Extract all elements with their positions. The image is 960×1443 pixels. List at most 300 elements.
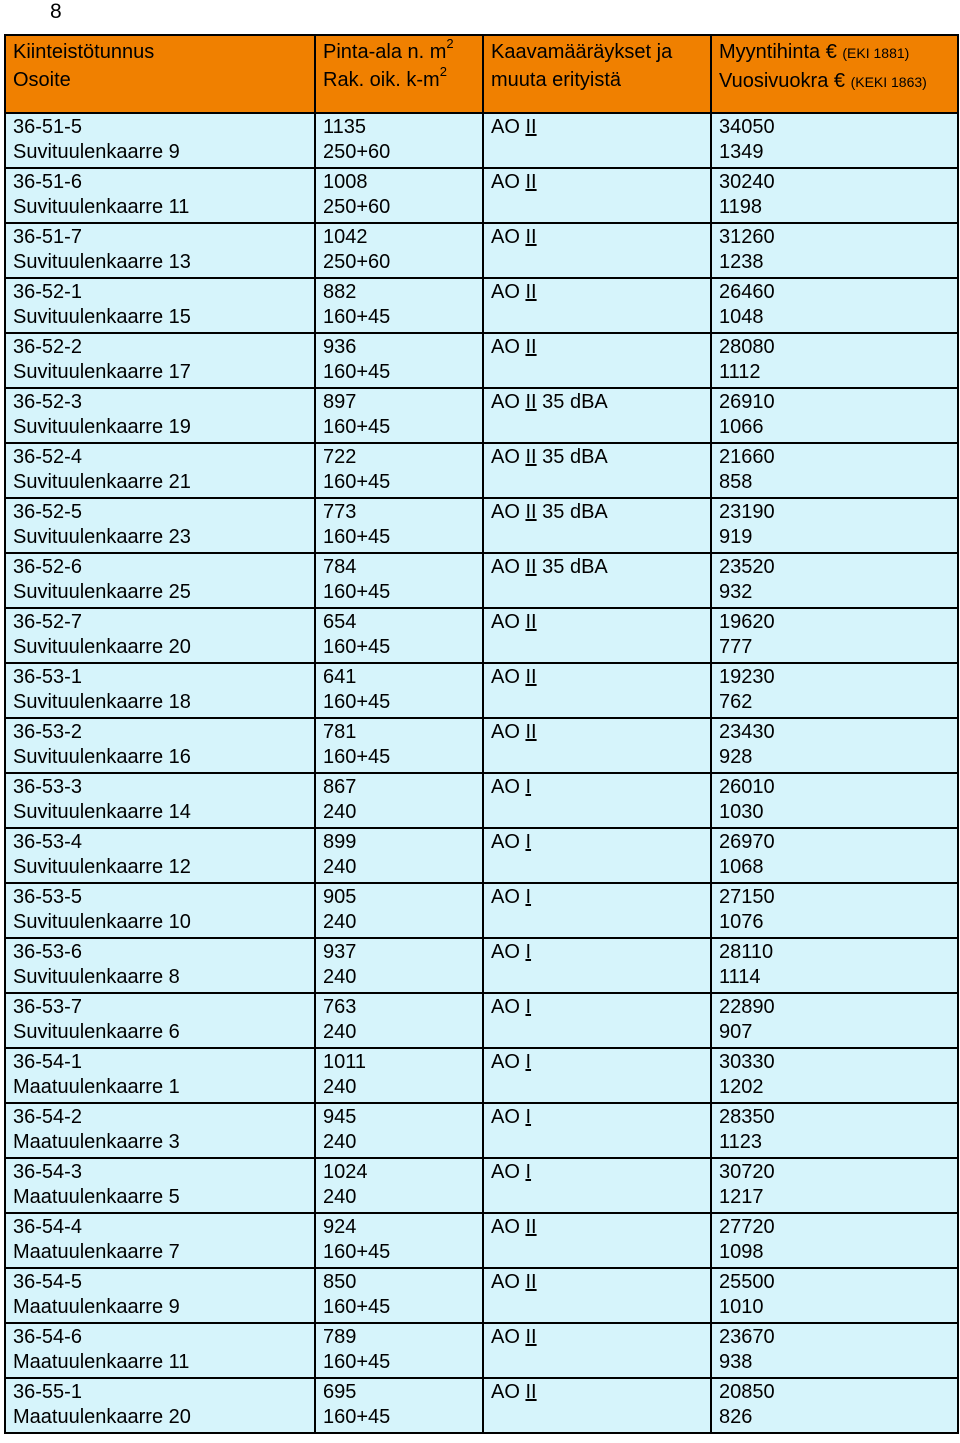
- zone-class: II: [525, 1326, 537, 1348]
- property-address: Suvituulenkaarre 11: [13, 196, 190, 218]
- sale-price: 19620: [719, 611, 775, 633]
- plot-area: 722: [323, 446, 357, 468]
- table-row: [5, 223, 958, 278]
- zone-class: II: [525, 226, 537, 248]
- sale-price: 23670: [719, 1326, 775, 1348]
- cell-price: [711, 1213, 958, 1268]
- cell-property: [5, 828, 315, 883]
- table-row: [5, 828, 958, 883]
- zone-class: II: [525, 336, 537, 358]
- building-rights: 160+45: [323, 1406, 391, 1428]
- annual-rent: 1066: [719, 416, 764, 438]
- property-table: [4, 34, 959, 1434]
- cell-price: [711, 333, 958, 388]
- cell-zoning: [483, 1213, 711, 1268]
- cell-property: [5, 773, 315, 828]
- plot-area: 937: [323, 941, 357, 963]
- cell-price: [711, 1323, 958, 1378]
- annual-rent: 1048: [719, 306, 764, 328]
- sale-price: 28350: [719, 1106, 775, 1128]
- property-id: 36-52-5: [13, 501, 82, 523]
- zone-code: AO: [491, 501, 520, 523]
- property-id: 36-51-7: [13, 226, 82, 248]
- zone-extra: 35 dBA: [536, 556, 608, 578]
- cell-zoning: [483, 333, 711, 388]
- cell-area: [315, 333, 483, 388]
- cell-area: [315, 718, 483, 773]
- cell-property: [5, 938, 315, 993]
- zone-code: AO: [491, 446, 520, 468]
- sale-price: 25500: [719, 1271, 775, 1293]
- cell-area: [315, 553, 483, 608]
- cell-area: [315, 608, 483, 663]
- plot-area: 1024: [323, 1161, 368, 1183]
- zone-class: II: [525, 501, 537, 523]
- zone-class: II: [525, 116, 537, 138]
- zone-class: I: [525, 996, 532, 1018]
- cell-property: [5, 993, 315, 1048]
- zone-code: AO: [491, 776, 520, 798]
- property-address: Suvituulenkaarre 16: [13, 746, 191, 768]
- plot-area: 897: [323, 391, 357, 413]
- property-address: Suvituulenkaarre 20: [13, 636, 191, 658]
- cell-zoning: [483, 1268, 711, 1323]
- cell-zoning: [483, 663, 711, 718]
- sale-price: 23520: [719, 556, 775, 578]
- cell-price: [711, 718, 958, 773]
- zone-code: AO: [491, 171, 520, 193]
- plot-area: 789: [323, 1326, 357, 1348]
- sale-price: 26010: [719, 776, 775, 798]
- cell-property: [5, 388, 315, 443]
- cell-property: [5, 1378, 315, 1433]
- header-area: [315, 35, 483, 113]
- annual-rent: 1030: [719, 801, 764, 823]
- table-row: [5, 773, 958, 828]
- property-address: Suvituulenkaarre 23: [13, 526, 191, 548]
- property-address: Maatuulenkaarre 11: [13, 1351, 190, 1373]
- property-id: 36-54-2: [13, 1106, 82, 1128]
- sale-price: 19230: [719, 666, 775, 688]
- table-row: [5, 608, 958, 663]
- cell-property: [5, 168, 315, 223]
- building-rights: 250+60: [323, 196, 391, 218]
- table-row: [5, 718, 958, 773]
- property-id: 36-52-4: [13, 446, 82, 468]
- cell-area: [315, 663, 483, 718]
- cell-price: [711, 168, 958, 223]
- table-row: [5, 113, 958, 168]
- property-id: 36-52-7: [13, 611, 82, 633]
- sale-price: 23430: [719, 721, 775, 743]
- property-address: Suvituulenkaarre 17: [13, 361, 191, 383]
- zone-code: AO: [491, 831, 520, 853]
- cell-area: [315, 883, 483, 938]
- annual-rent: 858: [719, 471, 753, 493]
- cell-area: [315, 993, 483, 1048]
- zone-class: I: [525, 1161, 532, 1183]
- cell-price: [711, 223, 958, 278]
- zone-code: AO: [491, 116, 520, 138]
- annual-rent: 938: [719, 1351, 753, 1373]
- zone-code: AO: [491, 941, 520, 963]
- building-rights: 160+45: [323, 1296, 391, 1318]
- cell-area: [315, 498, 483, 553]
- zone-code: AO: [491, 391, 520, 413]
- cell-price: [711, 553, 958, 608]
- sale-price: 22890: [719, 996, 775, 1018]
- zone-extra: 35 dBA: [536, 446, 608, 468]
- zone-class: I: [525, 831, 532, 853]
- annual-rent: 1123: [719, 1131, 763, 1153]
- property-address: Suvituulenkaarre 21: [13, 471, 191, 493]
- property-id: 36-53-5: [13, 886, 82, 908]
- annual-rent: 1098: [719, 1241, 764, 1263]
- annual-rent: 932: [719, 581, 753, 603]
- sale-price: 26460: [719, 281, 775, 303]
- header-area-line1: Pinta-ala n. m: [323, 41, 447, 63]
- table-row: [5, 388, 958, 443]
- zone-extra: 35 dBA: [536, 391, 608, 413]
- zone-class: II: [525, 391, 537, 413]
- cell-zoning: [483, 168, 711, 223]
- annual-rent: 1068: [719, 856, 764, 878]
- zone-code: AO: [491, 1326, 520, 1348]
- cell-zoning: [483, 828, 711, 883]
- annual-rent: 1349: [719, 141, 764, 163]
- zone-class: I: [525, 941, 532, 963]
- annual-rent: 1238: [719, 251, 764, 273]
- table-row: [5, 993, 958, 1048]
- plot-area: 945: [323, 1106, 357, 1128]
- cell-area: [315, 828, 483, 883]
- cell-area: [315, 1103, 483, 1158]
- building-rights: 250+60: [323, 251, 391, 273]
- table-row: [5, 1268, 958, 1323]
- plot-area: 850: [323, 1271, 357, 1293]
- sale-price: 30720: [719, 1161, 775, 1183]
- zone-code: AO: [491, 336, 520, 358]
- cell-price: [711, 938, 958, 993]
- cell-price: [711, 278, 958, 333]
- plot-area: 773: [323, 501, 357, 523]
- building-rights: 250+60: [323, 141, 391, 163]
- cell-property: [5, 553, 315, 608]
- header-property-id-line1: Kiinteistötunnus: [13, 41, 155, 63]
- cell-area: [315, 938, 483, 993]
- property-id: 36-53-4: [13, 831, 82, 853]
- cell-property: [5, 1323, 315, 1378]
- building-rights: 240: [323, 911, 357, 933]
- cell-price: [711, 1378, 958, 1433]
- property-address: Suvituulenkaarre 12: [13, 856, 191, 878]
- building-rights: 160+45: [323, 691, 391, 713]
- sale-price: 20850: [719, 1381, 775, 1403]
- sale-price: 34050: [719, 116, 775, 138]
- annual-rent: 826: [719, 1406, 753, 1428]
- cell-price: [711, 1103, 958, 1158]
- header-area-line2: Rak. oik. k-m: [323, 69, 440, 91]
- sale-price: 30330: [719, 1051, 775, 1073]
- building-rights: 240: [323, 1131, 357, 1153]
- cell-area: [315, 1378, 483, 1433]
- sale-price: 26910: [719, 391, 775, 413]
- header-area-sup2: 2: [439, 64, 447, 80]
- sale-price: 23190: [719, 501, 775, 523]
- building-rights: 160+45: [323, 361, 391, 383]
- annual-rent: 1112: [719, 361, 761, 383]
- building-rights: 240: [323, 801, 357, 823]
- building-rights: 160+45: [323, 1241, 391, 1263]
- building-rights: 160+45: [323, 746, 391, 768]
- table-row: [5, 1103, 958, 1158]
- building-rights: 160+45: [323, 471, 391, 493]
- building-rights: 160+45: [323, 416, 391, 438]
- property-address: Maatuulenkaarre 20: [13, 1406, 191, 1428]
- header-zoning: [483, 35, 711, 113]
- building-rights: 240: [323, 1186, 357, 1208]
- cell-zoning: [483, 883, 711, 938]
- cell-zoning: [483, 773, 711, 828]
- property-id: 36-52-2: [13, 336, 82, 358]
- property-address: Maatuulenkaarre 1: [13, 1076, 180, 1098]
- cell-property: [5, 443, 315, 498]
- cell-property: [5, 223, 315, 278]
- cell-zoning: [483, 1378, 711, 1433]
- plot-area: 1011: [323, 1051, 367, 1073]
- cell-property: [5, 718, 315, 773]
- property-id: 36-52-3: [13, 391, 82, 413]
- cell-price: [711, 443, 958, 498]
- header-price-index: (EKI 1881): [842, 45, 910, 61]
- table-row: [5, 278, 958, 333]
- plot-area: 924: [323, 1216, 357, 1238]
- building-rights: 160+45: [323, 581, 391, 603]
- property-id: 36-54-5: [13, 1271, 82, 1293]
- zone-class: I: [525, 776, 532, 798]
- cell-property: [5, 663, 315, 718]
- table-row: [5, 1158, 958, 1213]
- zone-code: AO: [491, 281, 520, 303]
- zone-code: AO: [491, 996, 520, 1018]
- zone-code: AO: [491, 721, 520, 743]
- plot-area: 899: [323, 831, 357, 853]
- zone-code: AO: [491, 226, 520, 248]
- property-address: Maatuulenkaarre 5: [13, 1186, 180, 1208]
- zone-code: AO: [491, 1216, 520, 1238]
- cell-area: [315, 223, 483, 278]
- cell-zoning: [483, 1048, 711, 1103]
- annual-rent: 1198: [719, 196, 763, 218]
- property-address: Maatuulenkaarre 7: [13, 1241, 180, 1263]
- property-id: 36-53-3: [13, 776, 82, 798]
- property-id: 36-53-2: [13, 721, 82, 743]
- cell-price: [711, 663, 958, 718]
- cell-property: [5, 1213, 315, 1268]
- property-address: Suvituulenkaarre 8: [13, 966, 180, 988]
- cell-zoning: [483, 608, 711, 663]
- zone-code: AO: [491, 1381, 520, 1403]
- sale-price: 28080: [719, 336, 775, 358]
- property-address: Maatuulenkaarre 9: [13, 1296, 180, 1318]
- zone-class: II: [525, 171, 537, 193]
- zone-class: II: [525, 281, 537, 303]
- zone-code: AO: [491, 1106, 520, 1128]
- property-id: 36-54-6: [13, 1326, 82, 1348]
- building-rights: 160+45: [323, 1351, 391, 1373]
- cell-area: [315, 1158, 483, 1213]
- cell-property: [5, 608, 315, 663]
- zone-class: II: [525, 556, 537, 578]
- plot-area: 936: [323, 336, 357, 358]
- cell-property: [5, 883, 315, 938]
- zone-class: II: [525, 1216, 537, 1238]
- header-price-main: Myyntihinta €: [719, 41, 843, 63]
- zone-class: II: [525, 446, 537, 468]
- property-id: 36-51-6: [13, 171, 82, 193]
- header-area-sup1: 2: [446, 36, 454, 52]
- sale-price: 26970: [719, 831, 775, 853]
- sale-price: 27720: [719, 1216, 775, 1238]
- property-id: 36-51-5: [13, 116, 82, 138]
- cell-area: [315, 388, 483, 443]
- cell-area: [315, 113, 483, 168]
- cell-zoning: [483, 993, 711, 1048]
- property-address: Suvituulenkaarre 6: [13, 1021, 180, 1043]
- sale-price: 30240: [719, 171, 775, 193]
- building-rights: 160+45: [323, 636, 391, 658]
- property-address: Maatuulenkaarre 3: [13, 1131, 180, 1153]
- annual-rent: 762: [719, 691, 753, 713]
- zone-code: AO: [491, 1051, 520, 1073]
- zone-code: AO: [491, 611, 520, 633]
- property-id: 36-52-1: [13, 281, 82, 303]
- plot-area: 1042: [323, 226, 368, 248]
- cell-property: [5, 1103, 315, 1158]
- table-row: [5, 663, 958, 718]
- property-id: 36-53-6: [13, 941, 82, 963]
- property-address: Suvituulenkaarre 18: [13, 691, 191, 713]
- property-address: Suvituulenkaarre 15: [13, 306, 191, 328]
- cell-zoning: [483, 1103, 711, 1158]
- property-id: 36-54-1: [13, 1051, 82, 1073]
- cell-price: [711, 498, 958, 553]
- zone-class: II: [525, 666, 537, 688]
- zone-class: II: [525, 1271, 537, 1293]
- property-address: Suvituulenkaarre 9: [13, 141, 180, 163]
- property-id: 36-52-6: [13, 556, 82, 578]
- property-id: 36-55-1: [13, 1381, 82, 1403]
- property-id: 36-53-1: [13, 666, 82, 688]
- annual-rent: 1076: [719, 911, 764, 933]
- sale-price: 27150: [719, 886, 775, 908]
- table-body: [5, 113, 958, 1433]
- cell-area: [315, 278, 483, 333]
- table-row: [5, 553, 958, 608]
- cell-area: [315, 168, 483, 223]
- building-rights: 240: [323, 856, 357, 878]
- cell-area: [315, 443, 483, 498]
- building-rights: 240: [323, 966, 357, 988]
- zone-code: AO: [491, 666, 520, 688]
- building-rights: 240: [323, 1076, 357, 1098]
- cell-zoning: [483, 553, 711, 608]
- table-row: [5, 883, 958, 938]
- zone-class: I: [525, 1106, 532, 1128]
- plot-area: 763: [323, 996, 357, 1018]
- property-address: Suvituulenkaarre 14: [13, 801, 191, 823]
- cell-price: [711, 1048, 958, 1103]
- cell-price: [711, 828, 958, 883]
- table-row: [5, 168, 958, 223]
- cell-area: [315, 773, 483, 828]
- cell-area: [315, 1048, 483, 1103]
- cell-property: [5, 113, 315, 168]
- table-row: [5, 938, 958, 993]
- zone-class: II: [525, 1381, 537, 1403]
- cell-price: [711, 883, 958, 938]
- plot-area: 695: [323, 1381, 357, 1403]
- cell-price: [711, 1158, 958, 1213]
- header-property-id-line2: Osoite: [13, 69, 71, 91]
- header-rent-main: Vuosivuokra €: [719, 70, 851, 92]
- cell-area: [315, 1268, 483, 1323]
- plot-area: 784: [323, 556, 357, 578]
- zone-code: AO: [491, 1271, 520, 1293]
- building-rights: 240: [323, 1021, 357, 1043]
- property-address: Suvituulenkaarre 10: [13, 911, 191, 933]
- annual-rent: 1114: [719, 966, 761, 988]
- cell-zoning: [483, 1323, 711, 1378]
- annual-rent: 1217: [719, 1186, 764, 1208]
- cell-property: [5, 278, 315, 333]
- table-row: [5, 1378, 958, 1433]
- sale-price: 28110: [719, 941, 774, 963]
- cell-price: [711, 773, 958, 828]
- zone-class: I: [525, 886, 532, 908]
- cell-price: [711, 388, 958, 443]
- annual-rent: 1010: [719, 1296, 764, 1318]
- plot-area: 882: [323, 281, 357, 303]
- plot-area: 654: [323, 611, 357, 633]
- cell-price: [711, 993, 958, 1048]
- building-rights: 160+45: [323, 306, 391, 328]
- page-number: 8: [50, 0, 62, 23]
- plot-area: 1135: [323, 116, 367, 138]
- cell-property: [5, 498, 315, 553]
- header-property-id: [5, 35, 315, 113]
- cell-zoning: [483, 938, 711, 993]
- plot-area: 867: [323, 776, 357, 798]
- annual-rent: 777: [719, 636, 753, 658]
- annual-rent: 919: [719, 526, 753, 548]
- zone-code: AO: [491, 886, 520, 908]
- cell-property: [5, 333, 315, 388]
- plot-area: 905: [323, 886, 357, 908]
- property-address: Suvituulenkaarre 19: [13, 416, 191, 438]
- cell-property: [5, 1268, 315, 1323]
- property-address: Suvituulenkaarre 13: [13, 251, 191, 273]
- sale-price: 21660: [719, 446, 775, 468]
- plot-area: 781: [323, 721, 357, 743]
- header-price: [711, 35, 958, 113]
- zone-code: AO: [491, 1161, 520, 1183]
- table-row: [5, 443, 958, 498]
- zone-code: AO: [491, 556, 520, 578]
- cell-property: [5, 1048, 315, 1103]
- cell-price: [711, 1268, 958, 1323]
- annual-rent: 1202: [719, 1076, 764, 1098]
